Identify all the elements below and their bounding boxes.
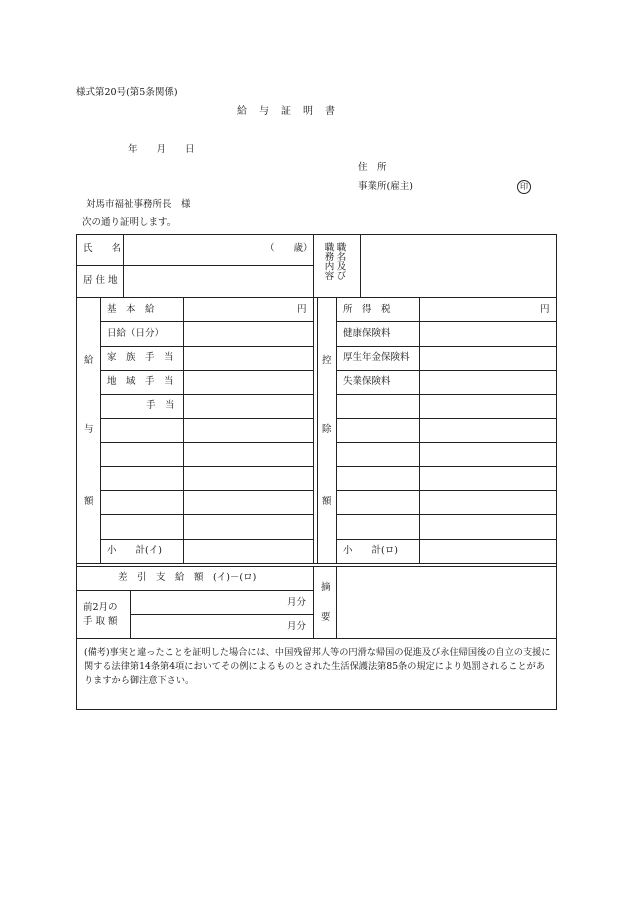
salary-section-label-3: 額: [84, 496, 94, 507]
remarks-label-2: 要: [321, 612, 331, 623]
basic-salary-label: 基 本 給: [107, 304, 155, 315]
salary-section-label-2: 与: [84, 424, 94, 435]
employer-label: 事業所(雇主): [358, 181, 413, 192]
age-label: （ 歳）: [265, 243, 313, 254]
date-line: 年 月 日: [128, 144, 195, 155]
remarks-label-1: 摘: [321, 582, 331, 593]
job-field[interactable]: [362, 238, 554, 295]
job-label-col1: 職名及び: [334, 242, 346, 280]
deduction-subtotal-label: 小 計(ロ): [343, 545, 398, 556]
residence-field[interactable]: [124, 268, 312, 295]
job-label-col2: 職務内容: [322, 242, 334, 280]
month-1-label: 月分: [287, 597, 307, 608]
addressee: 対馬市福祉事務所長 様: [86, 199, 191, 210]
form-number: 様式第20号(第5条関係): [76, 87, 178, 98]
name-label: 氏 名: [83, 243, 122, 254]
salary-section-label-1: 給: [84, 355, 94, 366]
legal-note: (備考)事実と違ったことを証明した場合には、中国残留邦人等の円滑な帰国の促進及び永住帰国後の自立の支援に関する法律第14条第4項においてその例によるものとされた生活保護法第85条の規定により処罰されることがありますから御注意下さい。: [84, 647, 551, 686]
net-pay-label: 差 引 支 給 額 (イ)－(ロ): [118, 572, 257, 583]
remarks-field[interactable]: [339, 569, 554, 635]
health-insurance-label: 健康保険料: [343, 328, 391, 339]
salary-yen-unit: 円: [297, 304, 307, 315]
daily-wage-label: 日給（日分）: [107, 328, 165, 339]
regional-allowance-label: 地 域 手 当: [107, 376, 174, 387]
income-tax-label: 所 得 税: [343, 304, 391, 315]
deduction-section-label-3: 額: [322, 496, 332, 507]
address-label: 住 所: [358, 162, 387, 173]
pension-insurance-label: 厚生年金保険料: [343, 352, 410, 363]
prev-two-months-label-2: 手 取 額: [83, 616, 118, 627]
deduction-section-label-2: 除: [322, 424, 332, 435]
document-title: 給 与 証 明 書: [237, 106, 336, 117]
intro-text: 次の通り証明します。: [82, 217, 177, 228]
month-2-label: 月分: [287, 621, 307, 632]
family-allowance-label: 家 族 手 当: [107, 352, 174, 363]
other-allowance-label: 手 当: [146, 400, 175, 411]
deduction-section-label-1: 控: [322, 355, 332, 366]
unemployment-insurance-label: 失業保険料: [343, 376, 391, 387]
seal-mark-icon: 印: [517, 180, 531, 194]
prev-two-months-label-1: 前2月の: [83, 602, 118, 613]
deduction-yen-unit: 円: [540, 304, 550, 315]
salary-subtotal-label: 小 計(イ): [107, 545, 162, 556]
residence-label: 居 住 地: [83, 275, 118, 286]
